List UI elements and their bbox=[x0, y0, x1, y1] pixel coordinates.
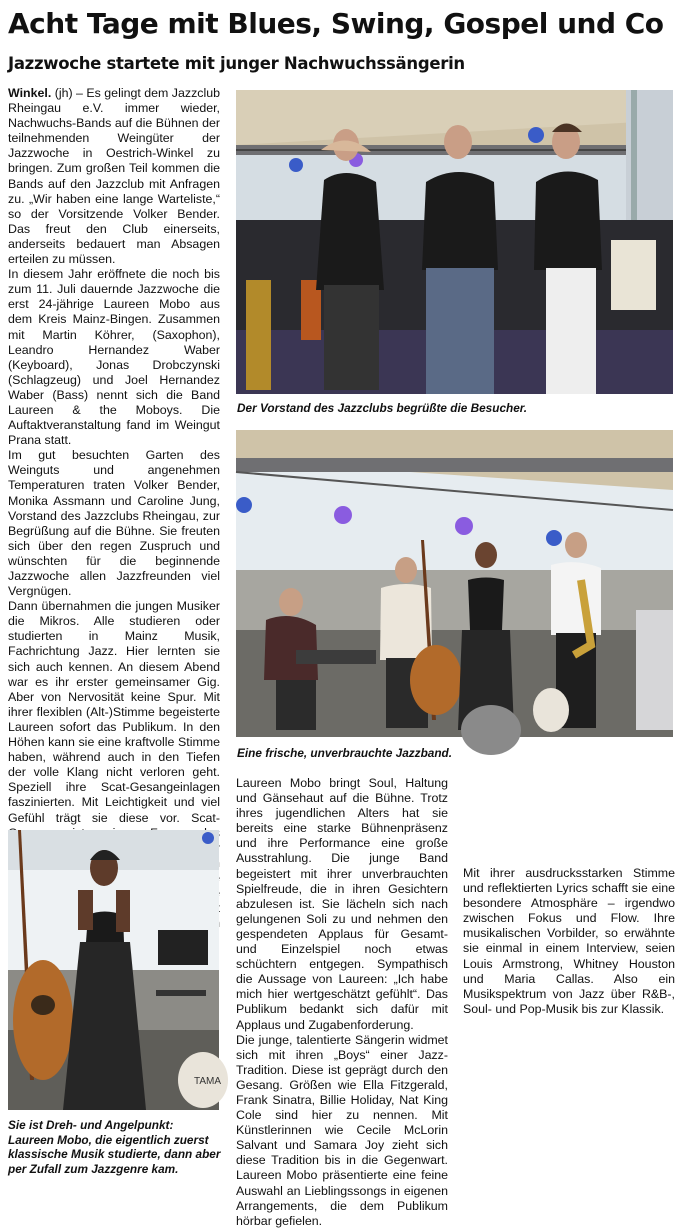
caption-board-greeting: Der Vorstand des Jazzclubs begrüßte die Besucher. bbox=[237, 401, 527, 415]
paragraph: Die junge, talentierte Sängerin widmet sich mit ihren „Boys“ einer Jazz-Tradition. Diese ist geprägt durch den Gesang. Größen wie Ella Fitzgerald, Frank Sinatra, Billie Holiday, Nat King Cole sind hier zu nennen. Mit Künstlerinnen wie Cecile McLorin Salvant und Samara Joy zieht sich diese Tradition bis in die Gegenwart. Laureen Mobo präsentierte eine feine Auswahl an Lieblingssongs in eigenen Arrangements, die dem Publikum hörbar gefielen. bbox=[236, 1032, 448, 1228]
paragraph: Mit ihrer ausdrucksstarken Stimme und reflektierten Lyrics schafft sie eine besondere Atmosphäre – irgendwo zwischen Fokus und Flow. Ihre musikalischen Vorbilder, so erwähnte sie einmal in einem Interview, seien Louis Armstrong, Whitney Houston und Maria Callas. Also ein Musikspektrum von Jazz über R&B-, Soul- und Pop-Musik bis zur Klassik. bbox=[463, 866, 675, 1016]
drum-logo-text: TAMA bbox=[194, 1076, 222, 1087]
photo-singer bbox=[8, 830, 222, 1110]
paragraph: Winkel. (jh) – Es gelingt dem Jazzclub Rheingau e.V. immer wieder, Nachwuchs-Bands auf die Bühnen der teilnehmenden Weingüter der Jazzwoche in Oestrich-Winkel zu bringen. Zum großen Teil kommen die Bands auf den Jazzclub mit Anfragen zu. „Wir haben eine lange Warteliste,“ so der Vorsitzende Volker Bender. Das freut den Club einerseits, anderseits bedauert man Absagen erteilen zu müssen. bbox=[8, 86, 221, 267]
caption-singer: Sie ist Dreh- und Angelpunkt: Laureen Mobo, die eigentlich zuerst klassische Musik studierte, dann aber per Zufall zum Jazzgenre kam. bbox=[8, 1118, 221, 1176]
paragraph: Im gut besuchten Garten des Weinguts und angenehmen Temperaturen traten Volker Bender, Monika Assmann und Caroline Jung, Vorstand des Jazzclubs Rheingau, zur Begrüßung auf die Bühne. Sie freuten sich über den regen Zuspruch und wünschten für die beginnende Jazzwoche allen Jazzfreunden viel Vergnügen. bbox=[8, 448, 220, 599]
paragraph: In diesem Jahr eröffnete die noch bis zum 11. Juli dauernde Jazzwoche die erst 24-jährige Laureen Mobo aus dem Kreis Mainz-Bingen. Zusammen mit Martin Köhrer, (Saxophon), Leandro Hernandez Waber (Keyboard), Jonas Drobczynski (Schlagzeug) und Joel Hernandez Waber (Bass) nennt sich die Band Laureen & the Moboys. Die Auftaktveranstaltung fand im Weingut Prana statt. bbox=[8, 267, 220, 448]
article-column-1 bbox=[8, 86, 220, 828]
photo-jazz-band bbox=[236, 430, 673, 737]
headline: Acht Tage mit Blues, Swing, Gospel und Co bbox=[8, 7, 664, 40]
subheadline: Jazzwoche startete mit junger Nachwuchssängerin bbox=[8, 54, 465, 73]
paragraph: Dann übernahmen die jungen Musiker die Mikros. Alle studieren oder studierten in Mainz Musik, Fachrichtung Jazz. Hier lernten sie sich auch kennen. An diesem Abend war es ihr erster gemeinsamer Gig. Aber von Nervosität keine Spur. Mit ihrer flexiblen (Alt-)Stimme begeisterte Laureen sofort das Publikum. In den Höhen kann sie eine kraftvolle Stimme haben, während auch in den Tiefen der volle Klang nicht verloren geht. Speziell ihre Scat-Gesangeinlagen faszinierten. Mit Leichtigkeit und viel Gefühl trägt sie diese vor. Scat- bbox=[8, 599, 220, 825]
caption-jazz-band: Eine frische, unverbrauchte Jazzband. bbox=[237, 746, 453, 760]
photo-board-greeting bbox=[236, 90, 673, 394]
article-column-3 bbox=[463, 866, 675, 1026]
paragraph: Laureen Mobo bringt Soul, Haltung und Gänsehaut auf die Bühne. Trotz ihres jugendlichen Alters hat sie bereits eine starke Bühnenpräsenz und ihre Performance eine große Ausstrahlung. Die junge Band begeistert mit ihrer unverbrauchten Spielfreude, die in ihren Gesichtern abzulesen ist. Sie lächeln sich nach gelungenen Soli zu und nehmen den gespendeten Applaus für Gesamt- und Einzelspiel noch etwas schüchtern entgegen. Sympathisch die Aussage von Laureen: „Ich habe mich hier wertgeschätzt gefühlt“. Das Publikum bedankt sich dafür mit Applaus und Zugabenforderung. bbox=[236, 776, 448, 1032]
dateline: Winkel. bbox=[8, 86, 52, 100]
article-column-2 bbox=[236, 776, 448, 1228]
